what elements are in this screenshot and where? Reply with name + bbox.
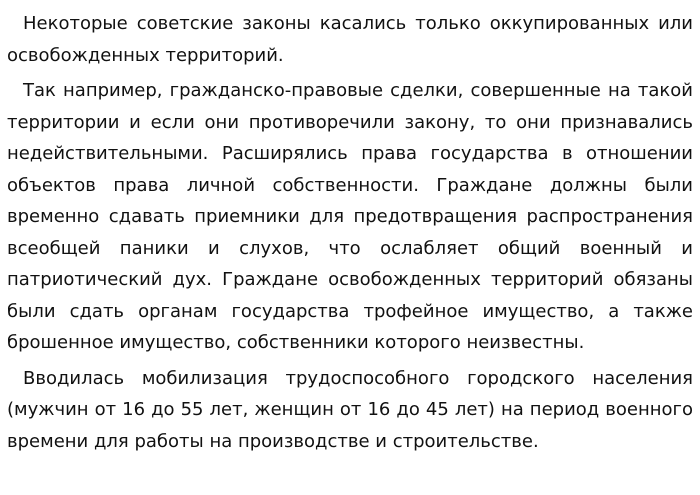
- paragraph-occupied-territories: Некоторые советские законы касались только оккупированных или освобожденных территорий.: [7, 13, 693, 66]
- paragraph-labor-mobilization: Вводилась мобилизация трудоспособного городского населения (мужчин от 16 до 55 лет, женщин от 16 до 45 лет) на период военного времени для работы на производстве и строительстве.: [7, 367, 693, 452]
- paragraph-civil-transactions: Так например, гражданско-правовые сделки, совершенные на такой территории и если они противоречили закону, то они признавались недействительными. Расширялись права государства в отношении объектов права личной собственности. Граждане должны были временно сдавать приемники для предотвращения распространения всеобщей паники и слухов, что ослабляет общий военный и патриотический дух. Граждане освобожденных территорий обязаны были сдать органам государства трофейное имущество, а также брошенное имущество, собственники которого неизвестны.: [7, 80, 693, 353]
